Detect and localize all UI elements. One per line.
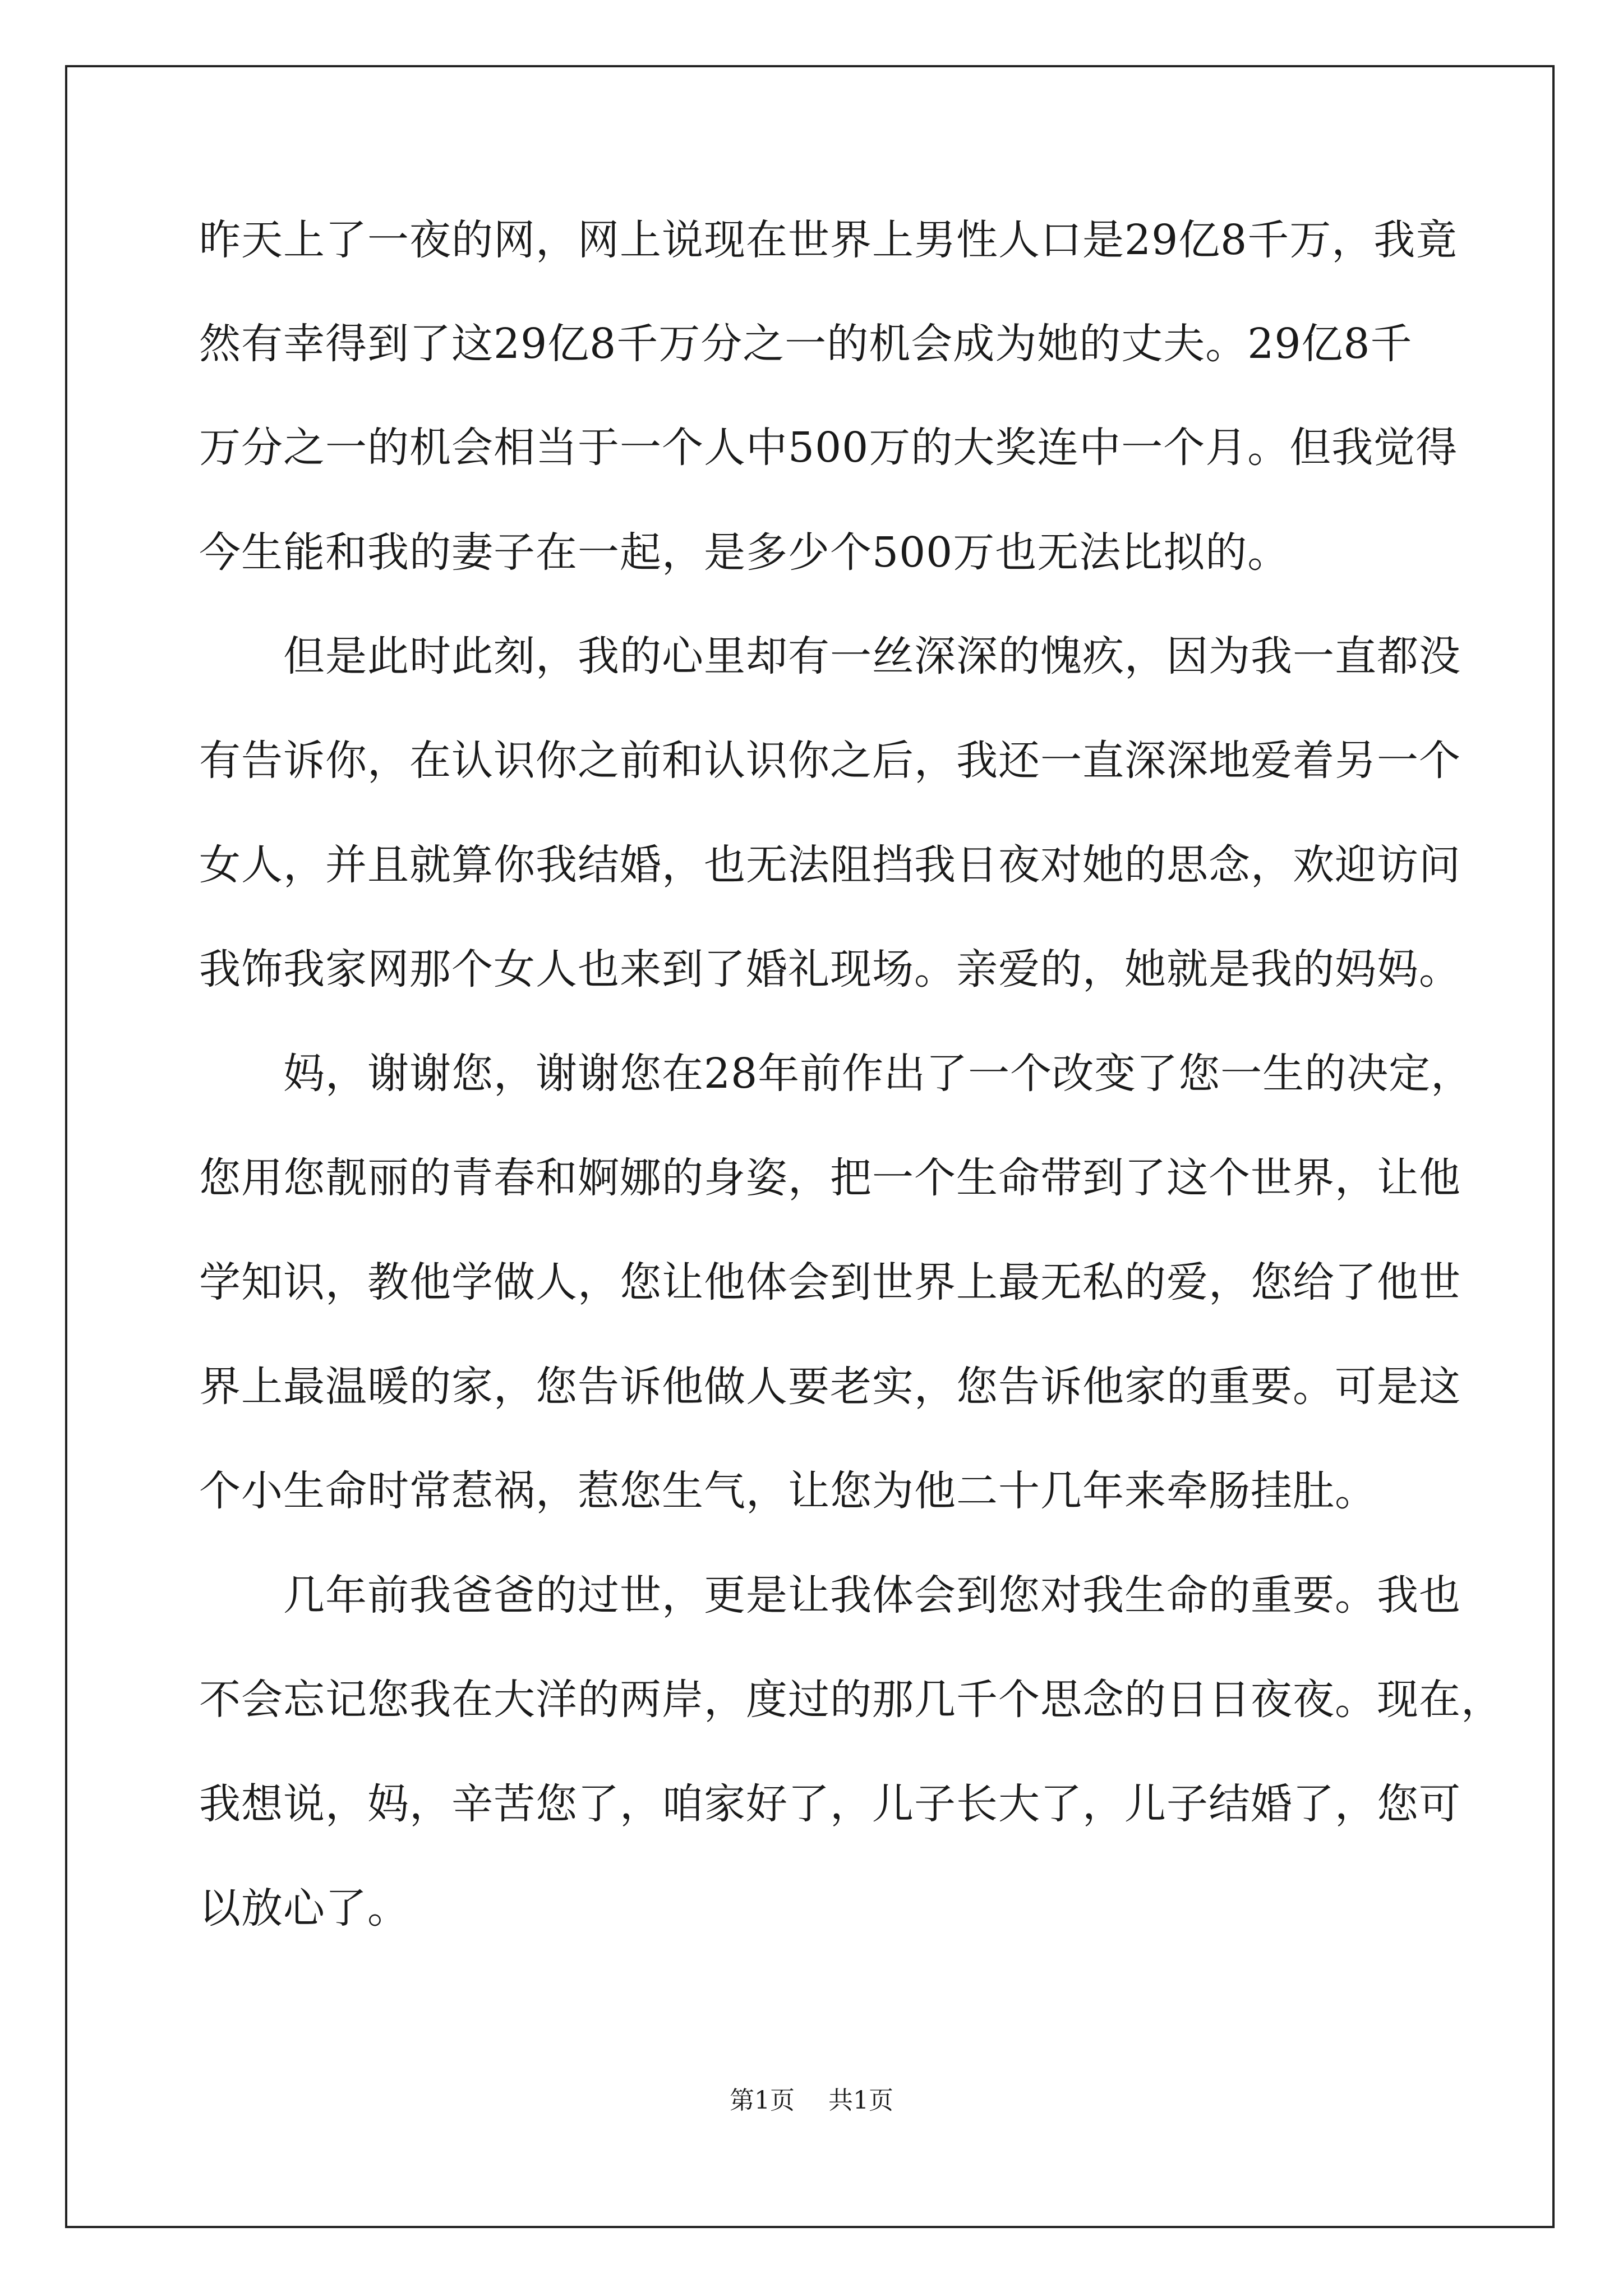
text-line: 我想说，妈，辛苦您了，咱家好了，儿子长大了，儿子结婚了，您可 <box>199 1780 1461 1828</box>
text-line: 女人，并且就算你我结婚，也无法阻挡我日夜对她的思念，欢迎访问 <box>199 841 1461 889</box>
text-line: 个小生命时常惹祸，惹您生气，让您为他二十几年来牵肠挂肚。 <box>199 1467 1377 1515</box>
text-line: 昨天上了一夜的网，网上说现在世界上男性人口是29亿8千万，我竟 <box>199 216 1458 264</box>
paragraph-first-line: 几年前我爸爸的过世，更是让我体会到您对我生命的重要。我也 <box>283 1571 1461 1619</box>
paragraph-first-line: 但是此时此刻，我的心里却有一丝深深的愧疚，因为我一直都没 <box>283 632 1461 680</box>
paragraph-first-line: 妈，谢谢您，谢谢您在28年前作出了一个改变了您一生的决定， <box>283 1050 1473 1098</box>
text-line: 有告诉你，在认识你之前和认识你之后，我还一直深深地爱着另一个 <box>199 737 1461 785</box>
page-number: 第1页 <box>730 2086 795 2115</box>
text-line: 今生能和我的妻子在一起，是多少个500万也无法比拟的。 <box>199 528 1290 577</box>
text-line: 您用您靓丽的青春和婀娜的身姿，把一个生命带到了这个世界，让他 <box>199 1154 1461 1202</box>
text-line: 学知识，教他学做人，您让他体会到世界上最无私的爱，您给了他世 <box>199 1258 1461 1306</box>
page-footer <box>0 2084 1623 2118</box>
text-line: 不会忘记您我在大洋的两岸，度过的那几千个思念的日日夜夜。现在， <box>199 1676 1503 1724</box>
text-line: 然有幸得到了这29亿8千万分之一的机会成为她的丈夫。29亿8千 <box>199 320 1413 368</box>
text-line: 我饰我家网那个女人也来到了婚礼现场。亲爱的，她就是我的妈妈。 <box>199 945 1461 993</box>
page-total: 共1页 <box>828 2086 893 2115</box>
text-line: 界上最温暖的家，您告诉他做人要老实，您告诉他家的重要。可是这 <box>199 1363 1461 1411</box>
text-line: 以放心了。 <box>199 1884 409 1932</box>
text-line: 万分之一的机会相当于一个人中500万的大奖连中一个月。但我觉得 <box>199 424 1458 472</box>
